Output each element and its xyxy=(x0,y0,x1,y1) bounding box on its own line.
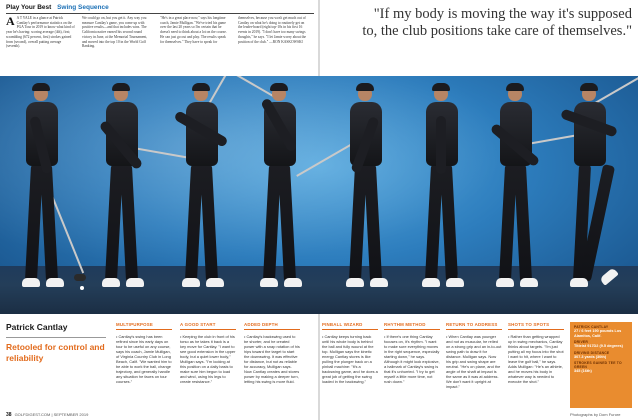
tip-label: MULTIPURPOSE xyxy=(116,322,172,330)
stat-key: STROKES GAINED TEE TO GREEN xyxy=(574,361,622,370)
tip-text: • If there's one thing Cantlay focuses on, it's rhythm. "I want to make sure everything moves in the right sequence, especially starting down," he says. Although it might look explosive, a hallmark of Cantlay's swing is that it's unhurried. "I try to get myself a little more time, not rush down." xyxy=(384,334,440,384)
stat-row xyxy=(574,325,628,338)
tip-column xyxy=(446,322,502,389)
intro-paragraph: "He's in a great place now," says his longtime coach, Jamie Mulligan. "We've tried his game over the last 20 years so I'm certain that he doesn't need to think about a lot on the course. He can just go out and play. The results speak for themselves." They have to speak for xyxy=(160,16,227,44)
header-rule xyxy=(6,13,314,14)
player-rule xyxy=(6,337,106,338)
page-folio xyxy=(6,412,88,418)
player-name: Patrick Cantlay xyxy=(6,322,68,332)
tip-column xyxy=(244,322,300,384)
tip-column xyxy=(180,322,236,384)
stat-value: Titleist 917D2 (9.5 degrees) xyxy=(574,344,623,349)
pull-quote: "If my body is moving the way it's supposed to, the club positions take care of themselves." xyxy=(362,6,632,39)
intro-column-3 xyxy=(160,16,230,44)
folio-text: GOLFDIGEST.COM | SEPTEMBER 2019 xyxy=(14,412,89,417)
golf-ball xyxy=(80,286,84,290)
stat-key: DRIVING DISTANCE xyxy=(574,350,610,355)
golfer-address xyxy=(12,76,72,314)
section-name: Play Your Best xyxy=(6,4,52,11)
tip-column xyxy=(508,322,564,384)
intro-paragraph: We could go on, but you get it. Any way you measure Cantlay's game, you come up with positive results—and that includes wins. The California native earned his second round victory in June, at the Memorial Tournament, and moved into the top 10 in the World Golf Ranking. xyxy=(82,16,148,49)
player-block xyxy=(6,322,106,364)
page-number: 38 xyxy=(6,412,12,418)
golfer-release xyxy=(486,76,546,314)
golfer-downswing xyxy=(336,76,396,314)
stat-key: DRIVER xyxy=(574,340,589,345)
stat-row xyxy=(574,361,628,374)
stat-key: PATRICK CANTLAY xyxy=(574,325,609,329)
tip-label: SHOTS TO SPOTS xyxy=(508,322,564,330)
stat-row xyxy=(574,340,628,349)
tip-label: RETURN TO ADDRESS xyxy=(446,322,502,330)
tip-label: A GOOD START xyxy=(180,322,236,330)
intro-column-4 xyxy=(238,16,308,44)
stat-value: 345 (16th) xyxy=(574,369,592,374)
tip-label: RHYTHM METHOD xyxy=(384,322,440,330)
golfer-top xyxy=(250,76,310,314)
tip-label: PINBALL WIZARD xyxy=(322,322,378,330)
swing-sequence-photo xyxy=(0,76,638,314)
stat-value: 307.3 yards (30th) xyxy=(574,354,607,359)
player-headline: Retooled for control and reliability xyxy=(6,342,105,363)
tip-text: • Cantlay's swing has been refined since his early days on tour to be useful on any course, says his coach, Jamie Mulligan, of Virginia Country Club in Long Beach, Calif. "We wanted him to be able to work the ball, change trajectory, and generally handle any situation he faces on tour courses." xyxy=(116,334,172,384)
tip-label: ADDED DEPTH xyxy=(244,322,300,330)
golfer-takeaway xyxy=(92,76,152,314)
intro-paragraph: A T YALE in a glance at Patrick Cantlay's performance statistics on the PGA Tour in 2019 to know what kind of year he's having: scoring average (4th), first; scrambling (672 percent, first) strokes gained from (second), overall putting average (seventh). xyxy=(6,16,75,49)
photo-credit: Photographs by Dom Furore xyxy=(570,412,621,417)
subsection-name: Swing Sequence xyxy=(57,4,109,11)
intro-paragraph: themselves, because you won't get much out of Cantlay on what he's doing to routinely get on the leader-board (eight top-10s in his first 16 events in 2019). "I don't have too many swings thoughts," he says. "I let Jamie worry about the position of the club." —RON KASKOWSKI xyxy=(238,16,307,44)
tip-text: • Cantlay's backswing used to be shorter, and he created power with a snap rotation of his hips toward the target to start the downswing. It was effective for distance, but not as reliable for accuracy, Mulligan says. Now Cantlay creates and stores power by making a deeper turn, letting his swing is more fluid. xyxy=(244,334,300,384)
intro-column-2 xyxy=(82,16,152,49)
drop-cap: A xyxy=(6,14,15,28)
tip-text: • When Cantlay was younger and not as muscular, he relied on a strong grip and an in-to-out swing path to draw it for distance. Mulligan says. Now his grip and swing shape are neutral. "He's on plane, and the angle of the shaft at impact is the same as it was at address. We don't want it upright at impact." xyxy=(446,334,502,389)
intro-column-1 xyxy=(6,16,76,49)
stat-row xyxy=(574,351,628,360)
golfer-backswing xyxy=(172,76,232,314)
tip-text: • Keeping the club in front of his torso as he takes it back is a key move for Cantlay. "I want to see good extension in the upper body, but a quiet lower body," Mulligan says. "I'm looking at this position on a daily basis to make sure him begun to load and wind, using his legs to create resistance." xyxy=(180,334,236,384)
tip-column xyxy=(322,322,378,384)
tip-column xyxy=(116,322,172,384)
tip-column xyxy=(384,322,440,384)
tip-text: • Cantlay keeps turning back until his whole body is behind the ball and fully wound at the top. Mulligan says the kinetic energy Cantlay stores is like pulling the plunger back on a pinball machine: "It's a backswing game, and he does a great job of getting the swing loaded in the backswing." xyxy=(322,334,378,384)
golfer-impact xyxy=(412,76,472,314)
tip-text: • Rather than getting wrapped up in swing mechanics, Cantlay thinks about targets. "I'm just putting all my focus into the shot I want to hit, where I want to leave the golf ball," he says. Adds Mulligan: "He's an athlete, and he moves his body in whatever way is needed to execute the shot." xyxy=(508,334,564,384)
section-header xyxy=(6,4,109,11)
golfer-finish xyxy=(560,76,620,314)
player-stats-box xyxy=(570,322,632,408)
stat-value: 27 / 6 feet 190 pounds Los Alamitos, Calif. xyxy=(574,329,622,338)
